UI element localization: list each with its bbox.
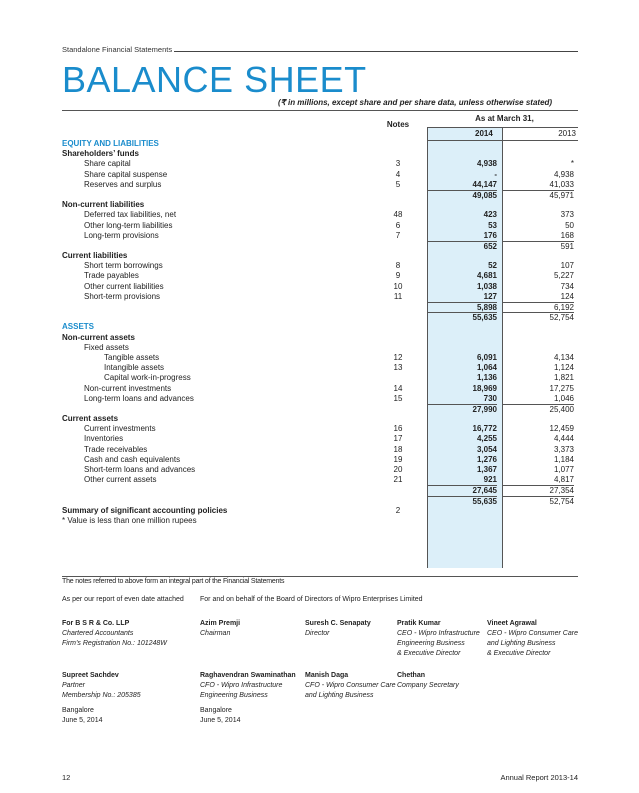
for-board: For and on behalf of the Board of Directors of Wipro Enterprises Limited xyxy=(200,596,423,603)
row-note: 7 xyxy=(395,230,401,240)
signatory-role: Chartered Accountants xyxy=(62,630,134,637)
row-label: Fixed assets xyxy=(84,342,129,352)
row-value-2013: 4,444 xyxy=(553,434,574,444)
row-value-2013: 1,821 xyxy=(553,373,574,383)
section-header xyxy=(62,45,578,54)
year-2014-header: 2014 xyxy=(475,129,493,138)
row-note: 10 xyxy=(393,281,403,291)
subtotal-row xyxy=(62,496,578,506)
table-row xyxy=(62,200,578,210)
subtotal-row xyxy=(62,485,578,495)
row-value-2013: 52,754 xyxy=(502,496,574,507)
subtotal-row xyxy=(62,312,578,322)
row-label: Share capital suspense xyxy=(84,169,168,179)
signatory-detail: & Executive Director xyxy=(487,650,551,657)
subtotal-row xyxy=(62,302,578,312)
row-value-2013: 41,033 xyxy=(549,179,574,189)
signatory-block xyxy=(200,671,296,701)
row-note: 5 xyxy=(395,179,401,189)
section-header-text: Standalone Financial Statements xyxy=(62,45,173,54)
row-value-2014: 730 xyxy=(483,393,497,403)
table-row xyxy=(62,221,578,231)
row-value-2014: 1,136 xyxy=(476,373,497,383)
table-row xyxy=(62,424,578,434)
signatory-role: CEO - Wipro Consumer Care xyxy=(487,630,578,637)
signatory-name: Azim Premji xyxy=(200,620,241,627)
row-label: Trade payables xyxy=(84,271,139,281)
row-value-2013: 124 xyxy=(560,291,574,301)
notes-header: Notes xyxy=(386,120,410,129)
date: June 5, 2014 xyxy=(62,717,103,724)
row-value-2013: 1,077 xyxy=(553,465,574,474)
notes-statement: The notes referred to above form an integral part of the Financial Statements xyxy=(62,578,285,585)
row-value-2014: 44,147 xyxy=(472,179,497,189)
row-label: Summary of significant accounting policies xyxy=(62,505,228,515)
row-label: Short term borrowings xyxy=(84,261,163,271)
signatory-name: Suresh C. Senapaty xyxy=(305,620,371,627)
row-label: * Value is less than one million rupees xyxy=(62,515,197,525)
row-value-2013: * xyxy=(570,159,574,169)
table-row xyxy=(62,271,578,281)
signatory-detail: and Lighting Business xyxy=(305,692,374,699)
row-label: Share capital xyxy=(84,159,131,169)
report-name: Annual Report 2013-14 xyxy=(500,773,578,782)
row-label: Other current assets xyxy=(84,475,157,485)
table-row xyxy=(62,231,578,241)
row-note: 3 xyxy=(395,159,401,169)
signatory-role: CFO - Wipro Consumer Care xyxy=(305,682,396,689)
signatory-name: Manish Daga xyxy=(305,672,349,679)
subtotal-row xyxy=(62,241,578,251)
row-value-2014: 127 xyxy=(483,291,497,301)
row-label: Other long-term liabilities xyxy=(84,220,173,230)
row-note: 19 xyxy=(393,454,403,464)
signatory-block xyxy=(305,671,396,701)
row-value-2013: 1,124 xyxy=(553,363,574,373)
row-value-2013: 4,817 xyxy=(553,475,574,485)
table-row xyxy=(62,343,578,353)
table-row xyxy=(62,516,578,526)
row-value-2014: 4,938 xyxy=(476,159,497,169)
table-row xyxy=(62,434,578,444)
row-value-2013: 17,275 xyxy=(549,383,574,393)
table-row xyxy=(62,139,578,149)
row-note: 11 xyxy=(393,291,403,301)
table-row xyxy=(62,384,578,394)
place: Bangalore xyxy=(200,707,232,714)
table-row xyxy=(62,149,578,159)
row-value-2014: 52 xyxy=(488,261,497,271)
table-row xyxy=(62,414,578,424)
signatory-name: For B S R & Co. LLP xyxy=(62,620,130,627)
place-date-2 xyxy=(200,706,240,726)
row-label: Short-term provisions xyxy=(84,291,161,301)
row-note: 18 xyxy=(393,444,403,454)
row-value-2013: 591 xyxy=(502,241,574,252)
signatory-block xyxy=(200,619,240,639)
row-value-2013: 50 xyxy=(565,220,574,230)
row-label: Intangible assets xyxy=(104,363,165,373)
row-note: 4 xyxy=(395,169,401,179)
row-value-2014: 16,772 xyxy=(472,424,497,434)
table-row xyxy=(62,333,578,343)
signatory-name: Raghavendran Swaminathan xyxy=(200,672,296,679)
row-value-2014: - xyxy=(494,169,497,179)
row-value-2013: 4,938 xyxy=(553,169,574,179)
row-value-2014: 921 xyxy=(483,475,497,485)
balance-sheet-table xyxy=(62,139,578,526)
row-note: 9 xyxy=(395,271,401,281)
row-value-2013: 12,459 xyxy=(549,424,574,434)
row-value-2014: 18,969 xyxy=(472,383,497,393)
row-value-2013: 3,373 xyxy=(553,444,574,454)
place: Bangalore xyxy=(62,707,94,714)
row-note: 2 xyxy=(395,505,401,515)
row-note: 13 xyxy=(393,363,403,373)
page-title: BALANCE SHEET xyxy=(62,59,367,100)
row-label: Long-term loans and advances xyxy=(84,393,194,403)
row-note: 6 xyxy=(395,220,401,230)
bottom-divider xyxy=(62,576,578,577)
row-value-2013: 27,354 xyxy=(502,485,574,496)
row-note: 20 xyxy=(393,465,403,474)
signatory-name: Pratik Kumar xyxy=(397,620,441,627)
row-value-2013: 107 xyxy=(560,261,574,271)
row-value-2013: 25,400 xyxy=(502,404,574,415)
table-row xyxy=(62,445,578,455)
signatory-role: Director xyxy=(305,630,330,637)
row-value-2014: 55,635 xyxy=(427,312,497,323)
row-value-2013: 5,227 xyxy=(553,271,574,281)
table-row xyxy=(62,159,578,169)
row-label: Deferred tax liabilities, net xyxy=(84,210,177,220)
place-date-1 xyxy=(62,706,102,726)
row-label: Current investments xyxy=(84,424,156,434)
row-value-2014: 3,054 xyxy=(476,444,497,454)
row-note: 48 xyxy=(393,210,403,220)
row-note: 12 xyxy=(393,352,403,362)
table-row xyxy=(62,455,578,465)
signatory-detail: Engineering Business xyxy=(200,692,268,699)
table-row xyxy=(62,363,578,373)
table-row xyxy=(62,261,578,271)
signatory-role: Company Secretary xyxy=(397,682,459,689)
row-value-2014: 4,255 xyxy=(476,434,497,444)
signatory-block xyxy=(397,619,480,659)
signatory-detail: Firm’s Registration No.: 101248W xyxy=(62,640,167,647)
as-at-header: As at March 31, xyxy=(475,114,534,123)
row-label: Shareholders’ funds xyxy=(62,149,139,159)
row-label: Reserves and surplus xyxy=(84,179,162,189)
row-value-2013: 6,192 xyxy=(502,302,574,313)
table-row xyxy=(62,373,578,383)
signatory-block xyxy=(487,619,578,659)
signatory-detail: Membership No.: 205385 xyxy=(62,692,141,699)
row-value-2013: 1,184 xyxy=(553,454,574,464)
row-note: 14 xyxy=(393,383,403,393)
signatory-name: Supreet Sachdev xyxy=(62,672,119,679)
signatory-block xyxy=(305,619,371,639)
subtotal-row xyxy=(62,190,578,200)
subtotal-row xyxy=(62,404,578,414)
table-row xyxy=(62,170,578,180)
row-label: Non-current investments xyxy=(84,383,172,393)
page-number: 12 xyxy=(62,773,71,782)
page-subtitle: (₹ in millions, except share and per share data, unless otherwise stated) xyxy=(278,98,553,107)
row-value-2014: 1,038 xyxy=(476,281,497,291)
header-rule xyxy=(174,51,578,52)
table-row xyxy=(62,353,578,363)
row-value-2014: 176 xyxy=(483,230,497,240)
table-row xyxy=(62,180,578,190)
row-label: Tangible assets xyxy=(104,352,160,362)
row-value-2013: 734 xyxy=(560,281,574,291)
row-value-2013: 52,754 xyxy=(502,312,574,323)
table-row xyxy=(62,394,578,404)
row-note: 8 xyxy=(395,261,401,271)
table-row xyxy=(62,282,578,292)
row-value-2014: 6,091 xyxy=(476,352,497,362)
table-row xyxy=(62,322,578,332)
row-value-2014: 53 xyxy=(488,220,497,230)
row-value-2013: 45,971 xyxy=(502,190,574,201)
row-label: EQUITY AND LIABILITIES xyxy=(62,139,159,148)
row-label: Non-current liabilities xyxy=(62,200,145,210)
row-label: Current assets xyxy=(62,414,119,424)
signatory-detail: Engineering Business xyxy=(397,640,465,647)
row-note: 16 xyxy=(393,424,403,434)
row-value-2014: 652 xyxy=(427,241,497,252)
signatory-role: CFO - Wipro Infrastructure xyxy=(200,682,283,689)
row-value-2014: 5,898 xyxy=(427,302,497,313)
year-2013-header: 2013 xyxy=(558,129,576,138)
table-row xyxy=(62,465,578,475)
signatory-name: Vineet Agrawal xyxy=(487,620,537,627)
row-label: Non-current assets xyxy=(62,332,135,342)
row-value-2014: 423 xyxy=(483,210,497,220)
row-value-2013: 1,046 xyxy=(553,393,574,403)
signatory-detail: & Executive Director xyxy=(397,650,461,657)
signatory-block xyxy=(62,671,141,701)
row-label: ASSETS xyxy=(62,322,95,332)
row-label: Current liabilities xyxy=(62,251,128,261)
row-label: Inventories xyxy=(84,434,124,444)
row-value-2014: 55,635 xyxy=(427,496,497,507)
row-label: Cash and cash equivalents xyxy=(84,454,181,464)
row-value-2014: 27,990 xyxy=(427,404,497,415)
row-label: Long-term provisions xyxy=(84,230,159,240)
signatory-role: CEO - Wipro Infrastructure xyxy=(397,630,480,637)
table-row xyxy=(62,292,578,302)
row-label: Other current liabilities xyxy=(84,281,164,291)
row-note: 15 xyxy=(393,393,403,403)
signatory-role: Partner xyxy=(62,682,85,689)
signatory-block xyxy=(397,671,459,691)
table-row xyxy=(62,210,578,220)
row-note: 21 xyxy=(393,475,403,485)
signatory-block xyxy=(62,619,167,649)
row-label: Capital work-in-progress xyxy=(104,373,191,383)
as-per-report: As per our report of even date attached xyxy=(62,596,184,603)
table-row xyxy=(62,506,578,516)
row-value-2013: 168 xyxy=(560,230,574,240)
row-value-2013: 373 xyxy=(560,210,574,220)
table-row xyxy=(62,251,578,261)
row-value-2014: 1,064 xyxy=(476,363,497,373)
row-value-2014: 1,367 xyxy=(476,465,497,474)
signatory-role: Chairman xyxy=(200,630,231,637)
row-value-2014: 27,645 xyxy=(427,485,497,496)
row-label: Short-term loans and advances xyxy=(84,465,196,474)
signatory-name: Chethan xyxy=(397,672,425,679)
row-value-2014: 1,276 xyxy=(476,454,497,464)
row-note: 17 xyxy=(393,434,403,444)
row-label: Trade receivables xyxy=(84,444,148,454)
top-divider xyxy=(62,110,578,111)
row-value-2014: 49,085 xyxy=(427,190,497,201)
signatory-detail: and Lighting Business xyxy=(487,640,556,647)
row-value-2013: 4,134 xyxy=(553,352,574,362)
row-value-2014: 4,681 xyxy=(476,271,497,281)
table-row xyxy=(62,475,578,485)
date: June 5, 2014 xyxy=(200,717,241,724)
